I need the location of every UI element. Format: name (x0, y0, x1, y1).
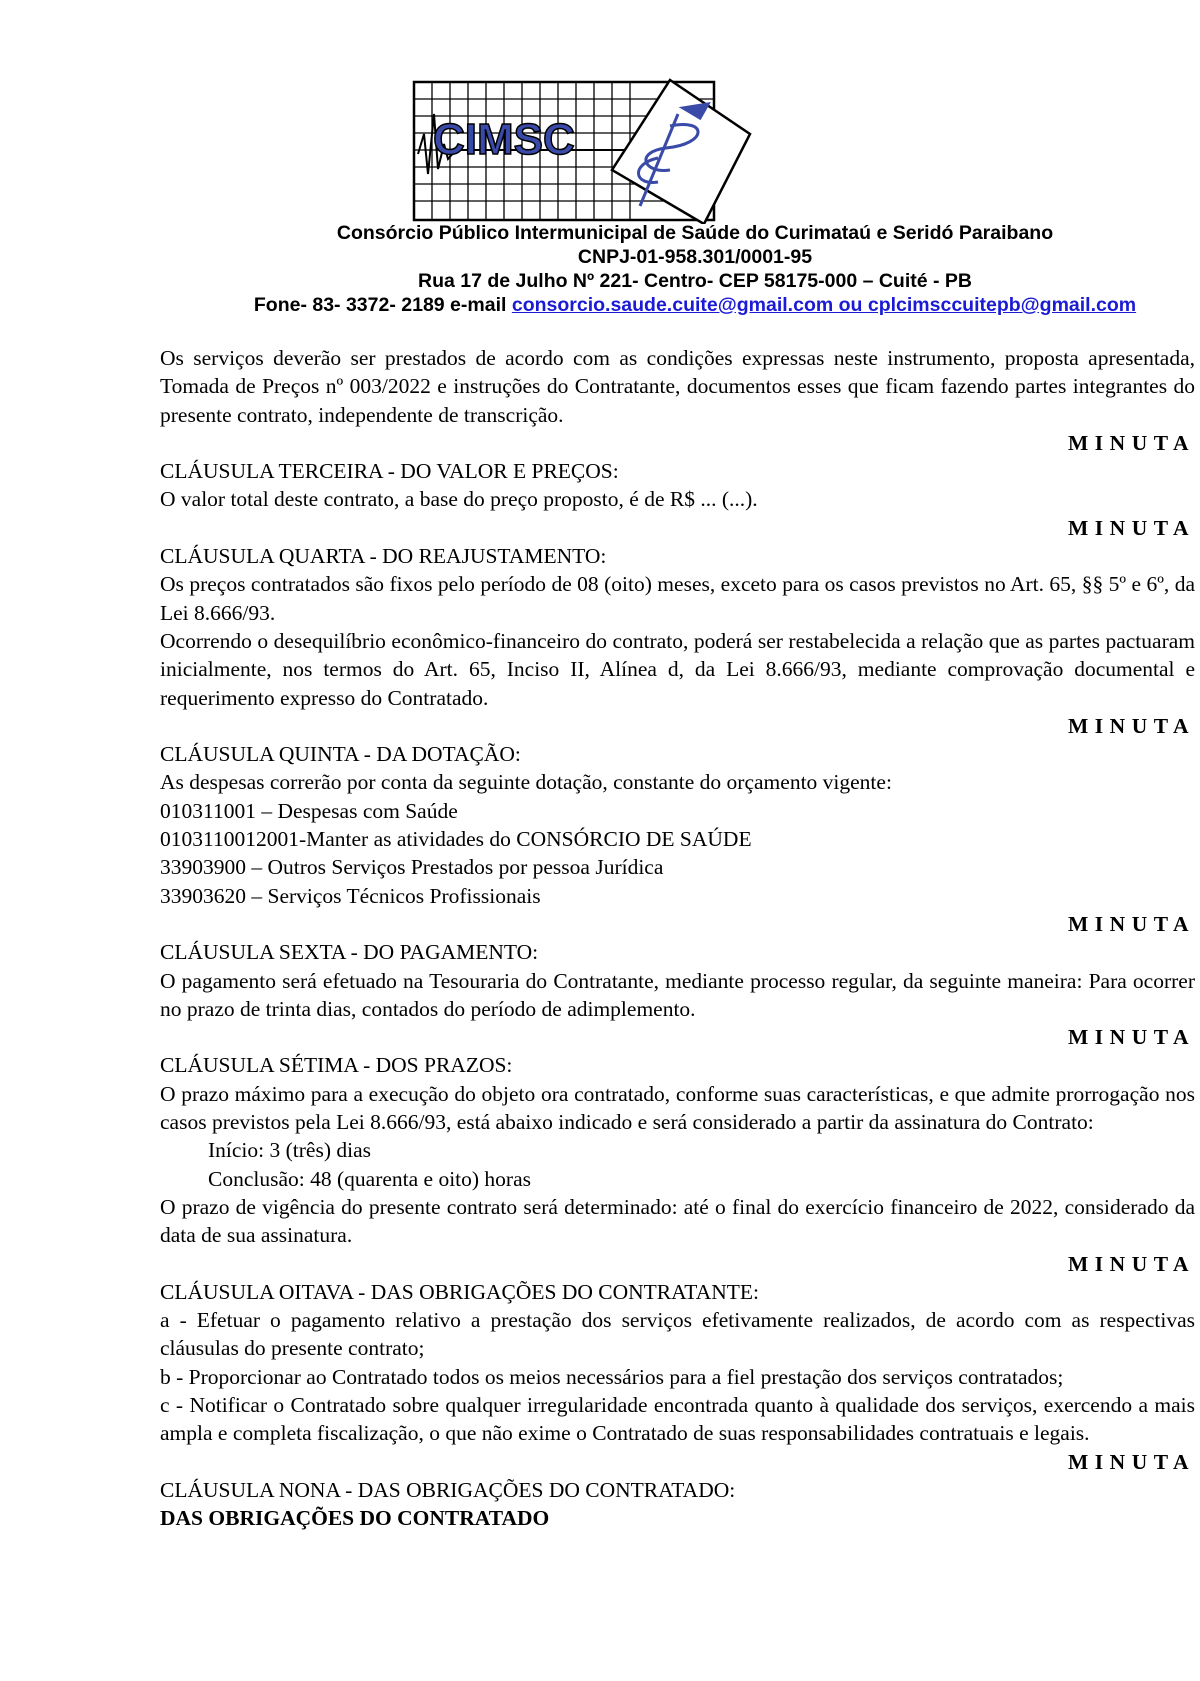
budget-item: 33903900 – Outros Serviços Prestados por pessoa Jurídica (160, 855, 664, 880)
contact-line (150, 294, 1200, 317)
minuta-mark: MINUTA (1068, 713, 1195, 738)
cnpj: CNPJ-01-958.301/0001-95 (577, 246, 813, 268)
clause9-subtitle: DAS OBRIGAÇÕES DO CONTRATADO (160, 1506, 550, 1531)
clause7-inicio: Início: 3 (três) dias (208, 1138, 371, 1163)
clause7-paragraph-1: O prazo máximo para a execução do objeto ora contratado, conforme suas características, e que admite prorrogação nos casos previstos pela Lei 8.666/93, está abaixo indicado e será considerado a partir da assinatura do Contrato: (160, 1081, 1195, 1135)
minuta-mark: MINUTA (1068, 1025, 1195, 1050)
contract-body (160, 344, 1195, 1532)
cimsc-logo (408, 74, 778, 224)
phone-prefix: Fone- 83- 3372- 2189 e-mail (253, 294, 512, 316)
budget-item: 0103110012001-Manter as atividades do CONSÓRCIO DE SAÚDE (160, 827, 752, 852)
clause8-item-a: a - Efetuar o pagamento relativo a prestação dos serviços efetivamente realizados, de acordo com as respectivas cláusulas do presente contrato; (160, 1308, 1195, 1361)
clause7-paragraph-2: O prazo de vigência do presente contrato será determinado: até o final do exercício financeiro de 2022, considerado da data de sua assinatura. (160, 1194, 1195, 1248)
clause5-intro: As despesas correrão por conta da seguinte dotação, constante do orçamento vigente: (160, 770, 892, 795)
clause6-paragraph: O pagamento será efetuado na Tesouraria do Contratante, mediante processo regular, da seguinte maneira: Para ocorrer no prazo de trinta dias, contados do período de adimplemento. (160, 968, 1195, 1021)
org-name: Consórcio Público Intermunicipal de Saúde do Curimataú e Seridó Paraibano (336, 222, 1054, 244)
clause8-item-c: c - Notificar o Contratado sobre qualquer irregularidade encontrada quanto à qualidade dos serviços, exercendo a mais ampla e completa fiscalização, o que não exime o Contratado de suas responsabilidades contratuais e legais. (160, 1392, 1195, 1446)
clause4-paragraph-2: Ocorrendo o desequilíbrio econômico-financeiro do contrato, poderá ser restabelecida a relação que as partes pactuaram inicialmente, nos termos do Art. 65, Inciso II, Alínea d, da Lei 8.666/93, mediante comprovação documental e requerimento expresso do Contratado. (160, 628, 1195, 710)
minuta-mark: MINUTA (1068, 430, 1195, 455)
clause7-title: CLÁUSULA SÉTIMA - DOS PRAZOS: (160, 1053, 513, 1078)
clause8-title: CLÁUSULA OITAVA - DAS OBRIGAÇÕES DO CONTRATANTE: (160, 1279, 759, 1304)
clause4-title: CLÁUSULA QUARTA - DO REAJUSTAMENTO: (160, 544, 607, 569)
budget-item: 010311001 – Despesas com Saúde (160, 798, 458, 823)
intro-paragraph: Os serviços deverão ser prestados de acordo com as condições expressas neste instrumento, proposta apresentada, Tomada de Preços nº 003/2022 e instruções do Contratante, documentos esses que ficam fazendo partes integrantes do presente contrato, independente de transcrição. (160, 346, 1195, 427)
clause9-title: CLÁUSULA NONA - DAS OBRIGAÇÕES DO CONTRATADO: (160, 1477, 736, 1502)
email-links[interactable]: consorcio.saude.cuite@gmail.com ou cplcimsccuitepb@gmail.com (511, 294, 1137, 316)
clause3-text: O valor total deste contrato, a base do preço proposto, é de R$ ... (...). (160, 487, 758, 512)
minuta-mark: MINUTA (1068, 1251, 1195, 1276)
clause8-item-b: b - Proporcionar ao Contratado todos os meios necessários para a fiel prestação dos serviços contratados; (160, 1364, 1064, 1389)
clause6-title: CLÁUSULA SEXTA - DO PAGAMENTO: (160, 940, 539, 965)
budget-item: 33903620 – Serviços Técnicos Profissionais (160, 883, 541, 908)
logo-text: CIMSC (433, 115, 575, 164)
clause7-conclusao: Conclusão: 48 (quarenta e oito) horas (208, 1166, 532, 1191)
clause3-title: CLÁUSULA TERCEIRA - DO VALOR E PREÇOS: (160, 459, 619, 484)
minuta-mark: MINUTA (1068, 1449, 1195, 1474)
minuta-mark: MINUTA (1068, 515, 1195, 540)
address: Rua 17 de Julho Nº 221- Centro- CEP 58175-000 – Cuité - PB (417, 270, 973, 292)
clause4-paragraph-1: Os preços contratados são fixos pelo período de 08 (oito) meses, exceto para os casos previstos no Art. 65, §§ 5º e 6º, da Lei 8.666/93. (160, 572, 1195, 625)
minuta-mark: MINUTA (1068, 911, 1195, 936)
clause5-title: CLÁUSULA QUINTA - DA DOTAÇÃO: (160, 742, 521, 767)
